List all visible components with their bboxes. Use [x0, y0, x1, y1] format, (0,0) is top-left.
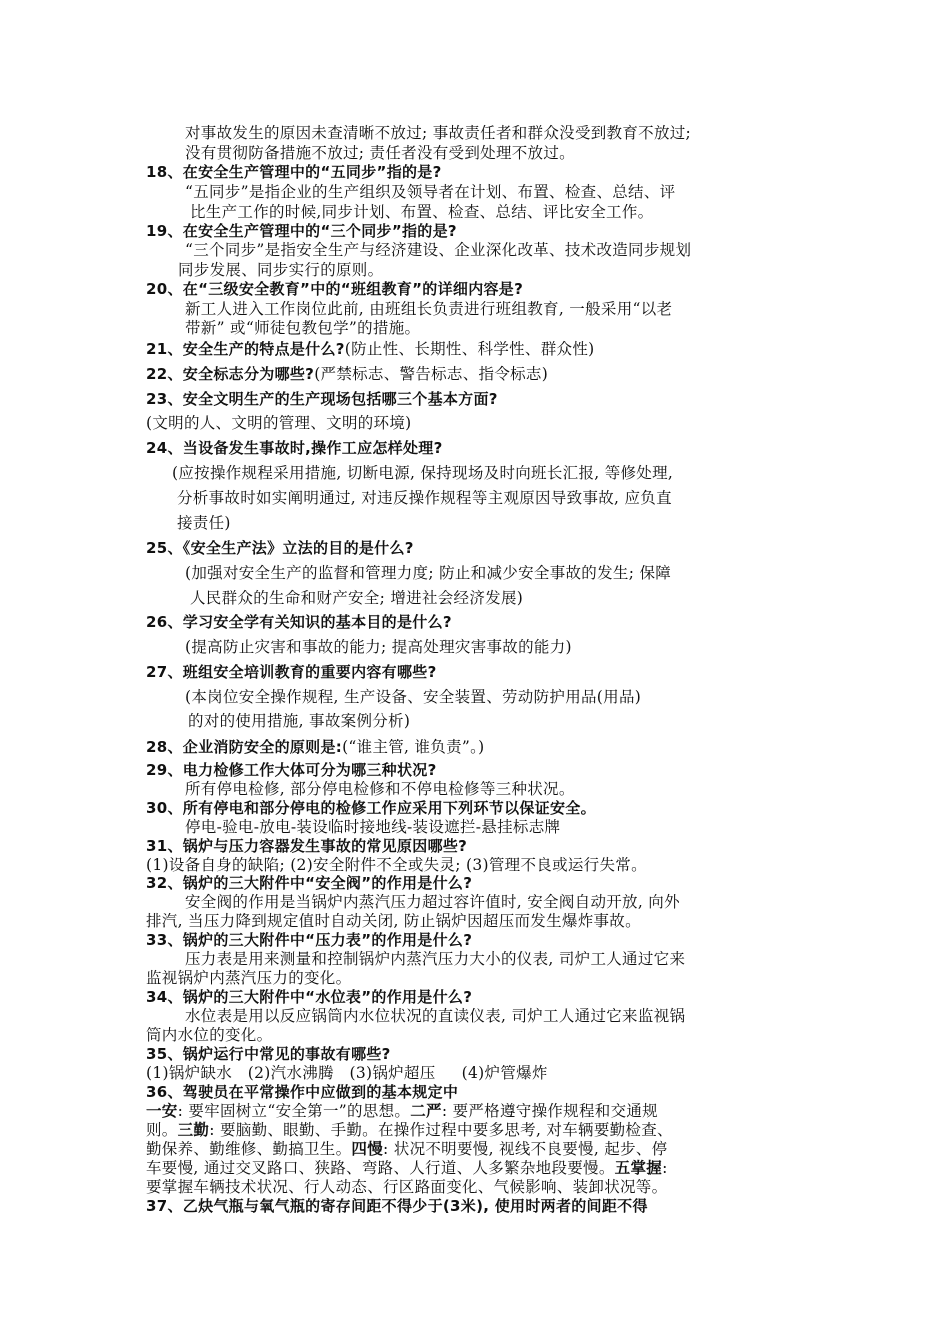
- question-heading: 20、在“三级安全教育”中的“班组教育”的详细内容是?: [146, 280, 524, 298]
- answer-line: 分析事故时如实阐明通过, 对违反操作规程等主观原因导致事故, 应负直: [177, 489, 672, 507]
- question-heading: 36、驾驶员在平常操作中应做到的基本规定中: [146, 1083, 459, 1101]
- text-line: 对事故发生的原因未查清晰不放过; 事故责任者和群众没受到教育不放过;: [185, 124, 692, 142]
- answer-line: 排汽, 当压力降到规定值时自动关闭, 防止锅炉因超压而发生爆炸事故。: [146, 912, 641, 930]
- question-heading: 32、锅炉的三大附件中“安全阀”的作用是什么?: [146, 874, 473, 892]
- answer-line: 所有停电检修, 部分停电检修和不停电检修等三种状况。: [185, 780, 575, 798]
- answer-line: [146, 1139, 667, 1159]
- question-heading: 33、锅炉的三大附件中“压力表”的作用是什么?: [146, 931, 473, 949]
- answer-text: :: [662, 1159, 668, 1177]
- answer-inline: (严禁标志、警告标志、指令标志): [314, 365, 549, 383]
- answer-text: : 要脑勤、眼勤、手勤。在操作过程中要多思考, 对车辆要勤检查、: [209, 1121, 673, 1139]
- answer-line: (1)设备自身的缺陷; (2)安全附件不全或失灵; (3)管理不良或运行失常。: [146, 856, 647, 874]
- answer-line: 带新” 或“师徒包教包学”的措施。: [185, 319, 421, 337]
- question-heading: 18、在安全生产管理中的“五同步”指的是?: [146, 163, 442, 181]
- answer-line: 筒内水位的变化。: [146, 1026, 273, 1044]
- question-heading: 21、安全生产的特点是什么?: [146, 340, 345, 358]
- answer-line: 比生产工作的时候,同步计划、布置、检查、总结、评比安全工作。: [190, 203, 654, 221]
- answer-line: 的对的使用措施, 事故案例分析): [188, 712, 411, 730]
- answer-line: 同步发展、同步实行的原则。: [178, 261, 384, 279]
- answer-text: 则。: [146, 1121, 178, 1139]
- answer-text: : 状况不明要慢, 视线不良要慢, 起步、停: [383, 1140, 668, 1158]
- question-line: [146, 737, 485, 757]
- answer-line: 新工人进入工作岗位此前, 由班组长负责进行班组教育, 一般采用“以老: [185, 300, 673, 318]
- answer-line: 压力表是用来测量和控制锅炉内蒸汽压力大小的仪表, 司炉工人通过它来: [185, 950, 686, 968]
- question-line: [146, 339, 594, 359]
- question-heading: 24、当设备发生事故时,操作工应怎样处理?: [146, 439, 443, 457]
- answer-line: 水位表是用以反应锅筒内水位状况的直读仪表, 司炉工人通过它来监视锅: [185, 1007, 686, 1025]
- keyword: 五掌握: [614, 1158, 663, 1177]
- question-heading: 28、企业消防安全的原则是:: [146, 738, 343, 756]
- answer-line: [146, 1158, 668, 1178]
- question-heading: 31、锅炉与压力容器发生事故的常见原因哪些?: [146, 837, 468, 855]
- text-line: 没有贯彻防备措施不放过; 责任者没有受到处理不放过。: [185, 144, 575, 162]
- answer-text: 车要慢, 通过交叉路口、狭路、弯路、人行道、人多繁杂地段要慢。: [146, 1159, 615, 1177]
- answer-line: 要掌握车辆技术状况、行人动态、行区路面变化、气候影响、装卸状况等。: [146, 1178, 668, 1196]
- answer-line: 安全阀的作用是当锅炉内蒸汽压力超过容许值时, 安全阀自动开放, 向外: [185, 893, 680, 911]
- question-heading: 34、锅炉的三大附件中“水位表”的作用是什么?: [146, 988, 473, 1006]
- answer-line: “三个同步”是指安全生产与经济建设、企业深化改革、技术改造同步规划: [185, 241, 692, 259]
- keyword: 二严: [410, 1101, 442, 1120]
- answer-line: 人民群众的生命和财产安全; 增进社会经济发展): [190, 589, 524, 607]
- answer-line: (提高防止灾害和事故的能力; 提高处理灾害事故的能力): [185, 638, 572, 656]
- answer-text: 勤保养、勤维修、勤搞卫生。: [146, 1140, 352, 1158]
- question-heading: 26、学习安全学有关知识的基本目的是什么?: [146, 613, 452, 631]
- keyword: 一安: [146, 1101, 178, 1120]
- question-heading: 29、电力检修工作大体可分为哪三种状况?: [146, 761, 437, 779]
- keyword: 四慢: [351, 1139, 384, 1158]
- question-heading: 30、所有停电和部分停电的检修工作应采用下列环节以保证安全。: [146, 799, 596, 817]
- question-heading: 35、锅炉运行中常见的事故有哪些?: [146, 1045, 391, 1063]
- question-heading: 25、《安全生产法》立法的目的是什么?: [146, 539, 414, 557]
- question-heading: 22、安全标志分为哪些?: [146, 365, 315, 383]
- question-line: [146, 364, 548, 384]
- answer-line: “五同步”是指企业的生产组织及领导者在计划、布置、检查、总结、评: [185, 183, 676, 201]
- question-heading: 23、安全文明生产的生产现场包括哪三个基本方面?: [146, 390, 498, 408]
- answer-line: (1)锅炉缺水 (2)汽水沸腾 (3)锅炉超压 (4)炉管爆炸: [146, 1064, 548, 1082]
- answer-line: 监视锅炉内蒸汽压力的变化。: [146, 969, 352, 987]
- question-heading: 19、在安全生产管理中的“三个同步”指的是?: [146, 222, 457, 240]
- keyword: 三勤: [177, 1120, 210, 1139]
- question-heading: 27、班组安全培训教育的重要内容有哪些?: [146, 663, 437, 681]
- question-heading: 37、乙炔气瓶与氧气瓶的寄存间距不得少于(3米), 使用时两者的间距不得: [146, 1197, 648, 1215]
- answer-line: (文明的人、文明的管理、文明的环境): [146, 414, 412, 432]
- answer-line: [146, 1101, 658, 1121]
- answer-line: [146, 1120, 673, 1140]
- answer-line: (本岗位安全操作规程, 生产设备、安全装置、劳动防护用品(用品): [185, 688, 642, 706]
- answer-text: : 要严格遵守操作规程和交通规: [441, 1102, 658, 1120]
- answer-line: 停电-验电-放电-装设临时接地线-装设遮拦-悬挂标志牌: [185, 818, 561, 836]
- answer-line: (加强对安全生产的监督和管理力度; 防止和减少安全事故的发生; 保障: [185, 564, 672, 582]
- answer-inline: (“谁主管, 谁负责”。): [342, 738, 485, 756]
- answer-line: (应按操作规程采用措施, 切断电源, 保持现场及时向班长汇报, 等修处理,: [172, 464, 674, 482]
- answer-line: 接责任): [177, 514, 231, 532]
- answer-inline: (防止性、长期性、科学性、群众性): [344, 340, 595, 358]
- answer-text: : 要牢固树立“安全第一”的思想。: [177, 1102, 411, 1120]
